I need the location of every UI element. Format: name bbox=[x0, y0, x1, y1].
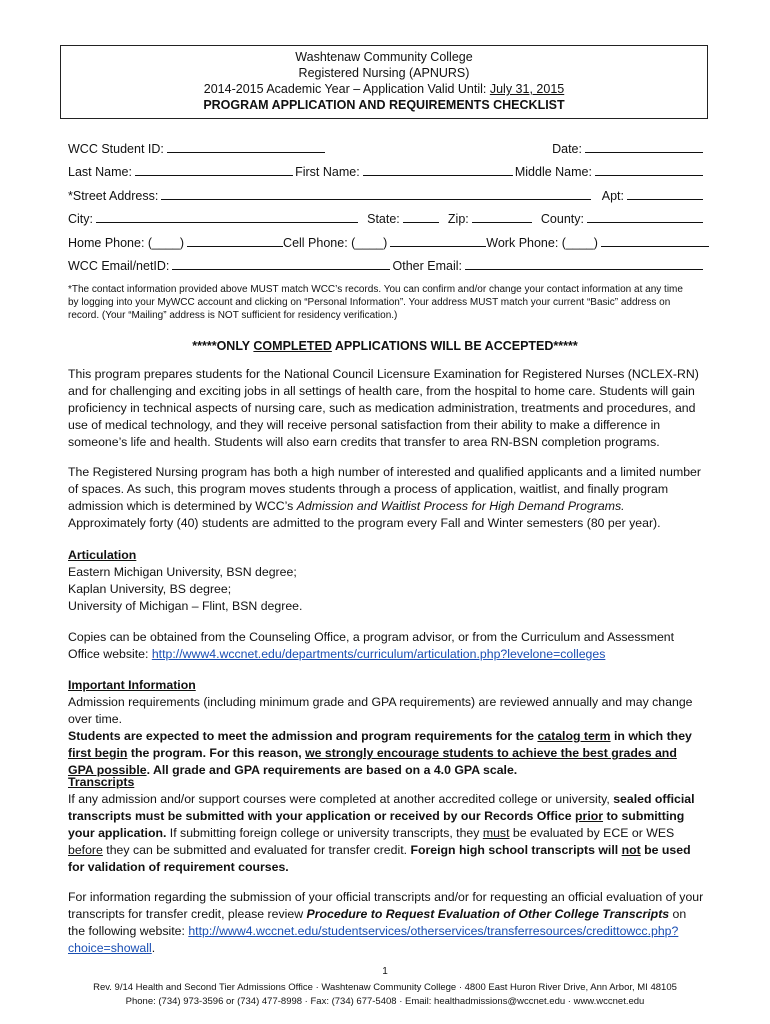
cell-phone-field[interactable]: Cell Phone: (____) bbox=[283, 235, 486, 250]
important-line: Admission requirements (including minimum grade and GPA requirements) are reviewed annually and may change over time. bbox=[68, 695, 693, 726]
street-address-field[interactable]: *Street Address: bbox=[68, 188, 591, 203]
form-row-name bbox=[68, 164, 703, 179]
header-box bbox=[60, 45, 708, 119]
articulation-heading: Articulation bbox=[68, 548, 137, 562]
transcripts-section bbox=[68, 774, 704, 876]
articulation-item: University of Michigan – Flint, BSN degree. bbox=[68, 599, 303, 613]
zip-field[interactable]: Zip: bbox=[448, 211, 532, 226]
info-paragraph: For information regarding the submission of your official transcripts and/or for requesting an official evaluation of your transcripts for transfer credit, please review Procedure to Request Evaluation of Other College Transcripts on the following website: http://www4.wccnet.edu/studentservices/otherservices/transferresources/credittowcc.php?choice=showall. bbox=[68, 890, 704, 955]
important-bold-text: Students are expected to meet the admission and program requirements for the catalog term in which they first begin the program. For this reason, we strongly encourage students to achieve the best grades and GPA possible. All grade and GPA requirements are based on a 4.0 GPA scale. bbox=[68, 729, 692, 777]
date-field[interactable]: Date: bbox=[552, 141, 703, 156]
page-number: 1 bbox=[382, 966, 388, 977]
form-row-address bbox=[68, 188, 703, 203]
checklist-title: PROGRAM APPLICATION AND REQUIREMENTS CHECKLIST bbox=[203, 98, 565, 112]
important-heading: Important Information bbox=[68, 678, 196, 692]
articulation-section bbox=[68, 547, 704, 615]
articulation-item: Eastern Michigan University, BSN degree; bbox=[68, 565, 297, 579]
middle-name-field[interactable]: Middle Name: bbox=[515, 164, 703, 179]
academic-year: 2014-2015 Academic Year – Application Valid Until: July 31, 2015 bbox=[203, 82, 565, 96]
transcripts-heading: Transcripts bbox=[68, 775, 135, 789]
only-completed-notice: *****ONLY COMPLETED APPLICATIONS WILL BE ACCEPTED***** bbox=[192, 339, 578, 353]
county-field[interactable]: County: bbox=[541, 211, 703, 226]
program-name: Registered Nursing (APNURS) bbox=[298, 66, 470, 80]
contact-note: *The contact information provided above MUST match WCC’s records. You can confirm and/or change your contact information at any time by logging into your MyWCC account and clicking on “Personal Information”. Your address MUST match your current “Basic” address on record. (Your “Mailing” address is NOT sufficient for residency verification.) bbox=[68, 284, 683, 321]
state-field[interactable]: State: bbox=[367, 211, 439, 226]
last-name-field[interactable]: Last Name: bbox=[68, 164, 293, 179]
copies-paragraph: Copies can be obtained from the Counseling Office, a program advisor, or from the Curriculum and Assessment Office website: http://www4.wccnet.edu/departments/curriculum/articulation.php?levelone=colleges bbox=[68, 630, 675, 661]
form-row-phone bbox=[68, 235, 703, 250]
program-paragraph: The Registered Nursing program has both a high number of interested and qualified applicants and a limited number of spaces. As such, this program moves students through a process of application, waitlist, and finally program admission which is determined by WCC’s Admission and Waitlist Process for High Demand Programs. Approximately forty (40) students are admitted to the program every Fall and Winter semesters (80 per year). bbox=[68, 465, 701, 530]
form-row-email bbox=[68, 258, 703, 273]
work-phone-field[interactable]: Work Phone: (____) bbox=[486, 235, 709, 250]
form-row-id bbox=[68, 141, 703, 156]
transcripts-link[interactable]: http://www4.wccnet.edu/studentservices/otherservices/transferresources/credittowcc.php?choice=showall bbox=[68, 924, 679, 955]
other-email-field[interactable]: Other Email: bbox=[393, 258, 703, 273]
college-name: Washtenaw Community College bbox=[295, 50, 473, 64]
form-row-city bbox=[68, 211, 703, 226]
footer-address: Rev. 9/14 Health and Second Tier Admissions Office · Washtenaw Community College · 4800 East Huron River Drive, Ann Arbor, MI 48105 bbox=[93, 982, 677, 993]
important-section bbox=[68, 677, 704, 779]
home-phone-field[interactable]: Home Phone: (____) bbox=[68, 235, 283, 250]
city-field[interactable]: City: bbox=[68, 211, 358, 226]
student-id-field[interactable]: WCC Student ID: bbox=[68, 141, 325, 156]
articulation-link[interactable]: http://www4.wccnet.edu/departments/curriculum/articulation.php?levelone=colleges bbox=[151, 647, 606, 661]
intro-paragraph: This program prepares students for the National Council Licensure Examination for Registered Nurses (NCLEX-RN) and for challenging and exciting jobs in all settings of health care, from the hospital to home care. Students will gain proficiency in technical aspects of nursing care, such as medication administration, treatments and procedures, and use of medical technology, and they will receive personal satisfaction from their ability to make a difference in someone’s life and health. Students will also earn credits that transfer to area RN-BSN completion programs. bbox=[68, 367, 699, 449]
wcc-email-field[interactable]: WCC Email/netID: bbox=[68, 258, 390, 273]
first-name-field[interactable]: First Name: bbox=[295, 164, 513, 179]
apt-field[interactable]: Apt: bbox=[602, 188, 703, 203]
valid-until-date: July 31, 2015 bbox=[489, 82, 565, 96]
articulation-item: Kaplan University, BS degree; bbox=[68, 582, 232, 596]
transcripts-text: If any admission and/or support courses were completed at another accredited college or university, sealed official transcripts must be submitted with your application or received by our Records Office prior to submitting your application. If submitting foreign college or university transcripts, they must be evaluated by ECE or WES before they can be submitted and evaluated for transfer credit. Foreign high school transcripts will not be used for validation of requirement courses. bbox=[68, 792, 695, 874]
footer-contact: Phone: (734) 973-3596 or (734) 477-8998 · Fax: (734) 677-5408 · Email: healthadmissions@wccnet.edu · www.wccnet.edu bbox=[125, 996, 645, 1007]
